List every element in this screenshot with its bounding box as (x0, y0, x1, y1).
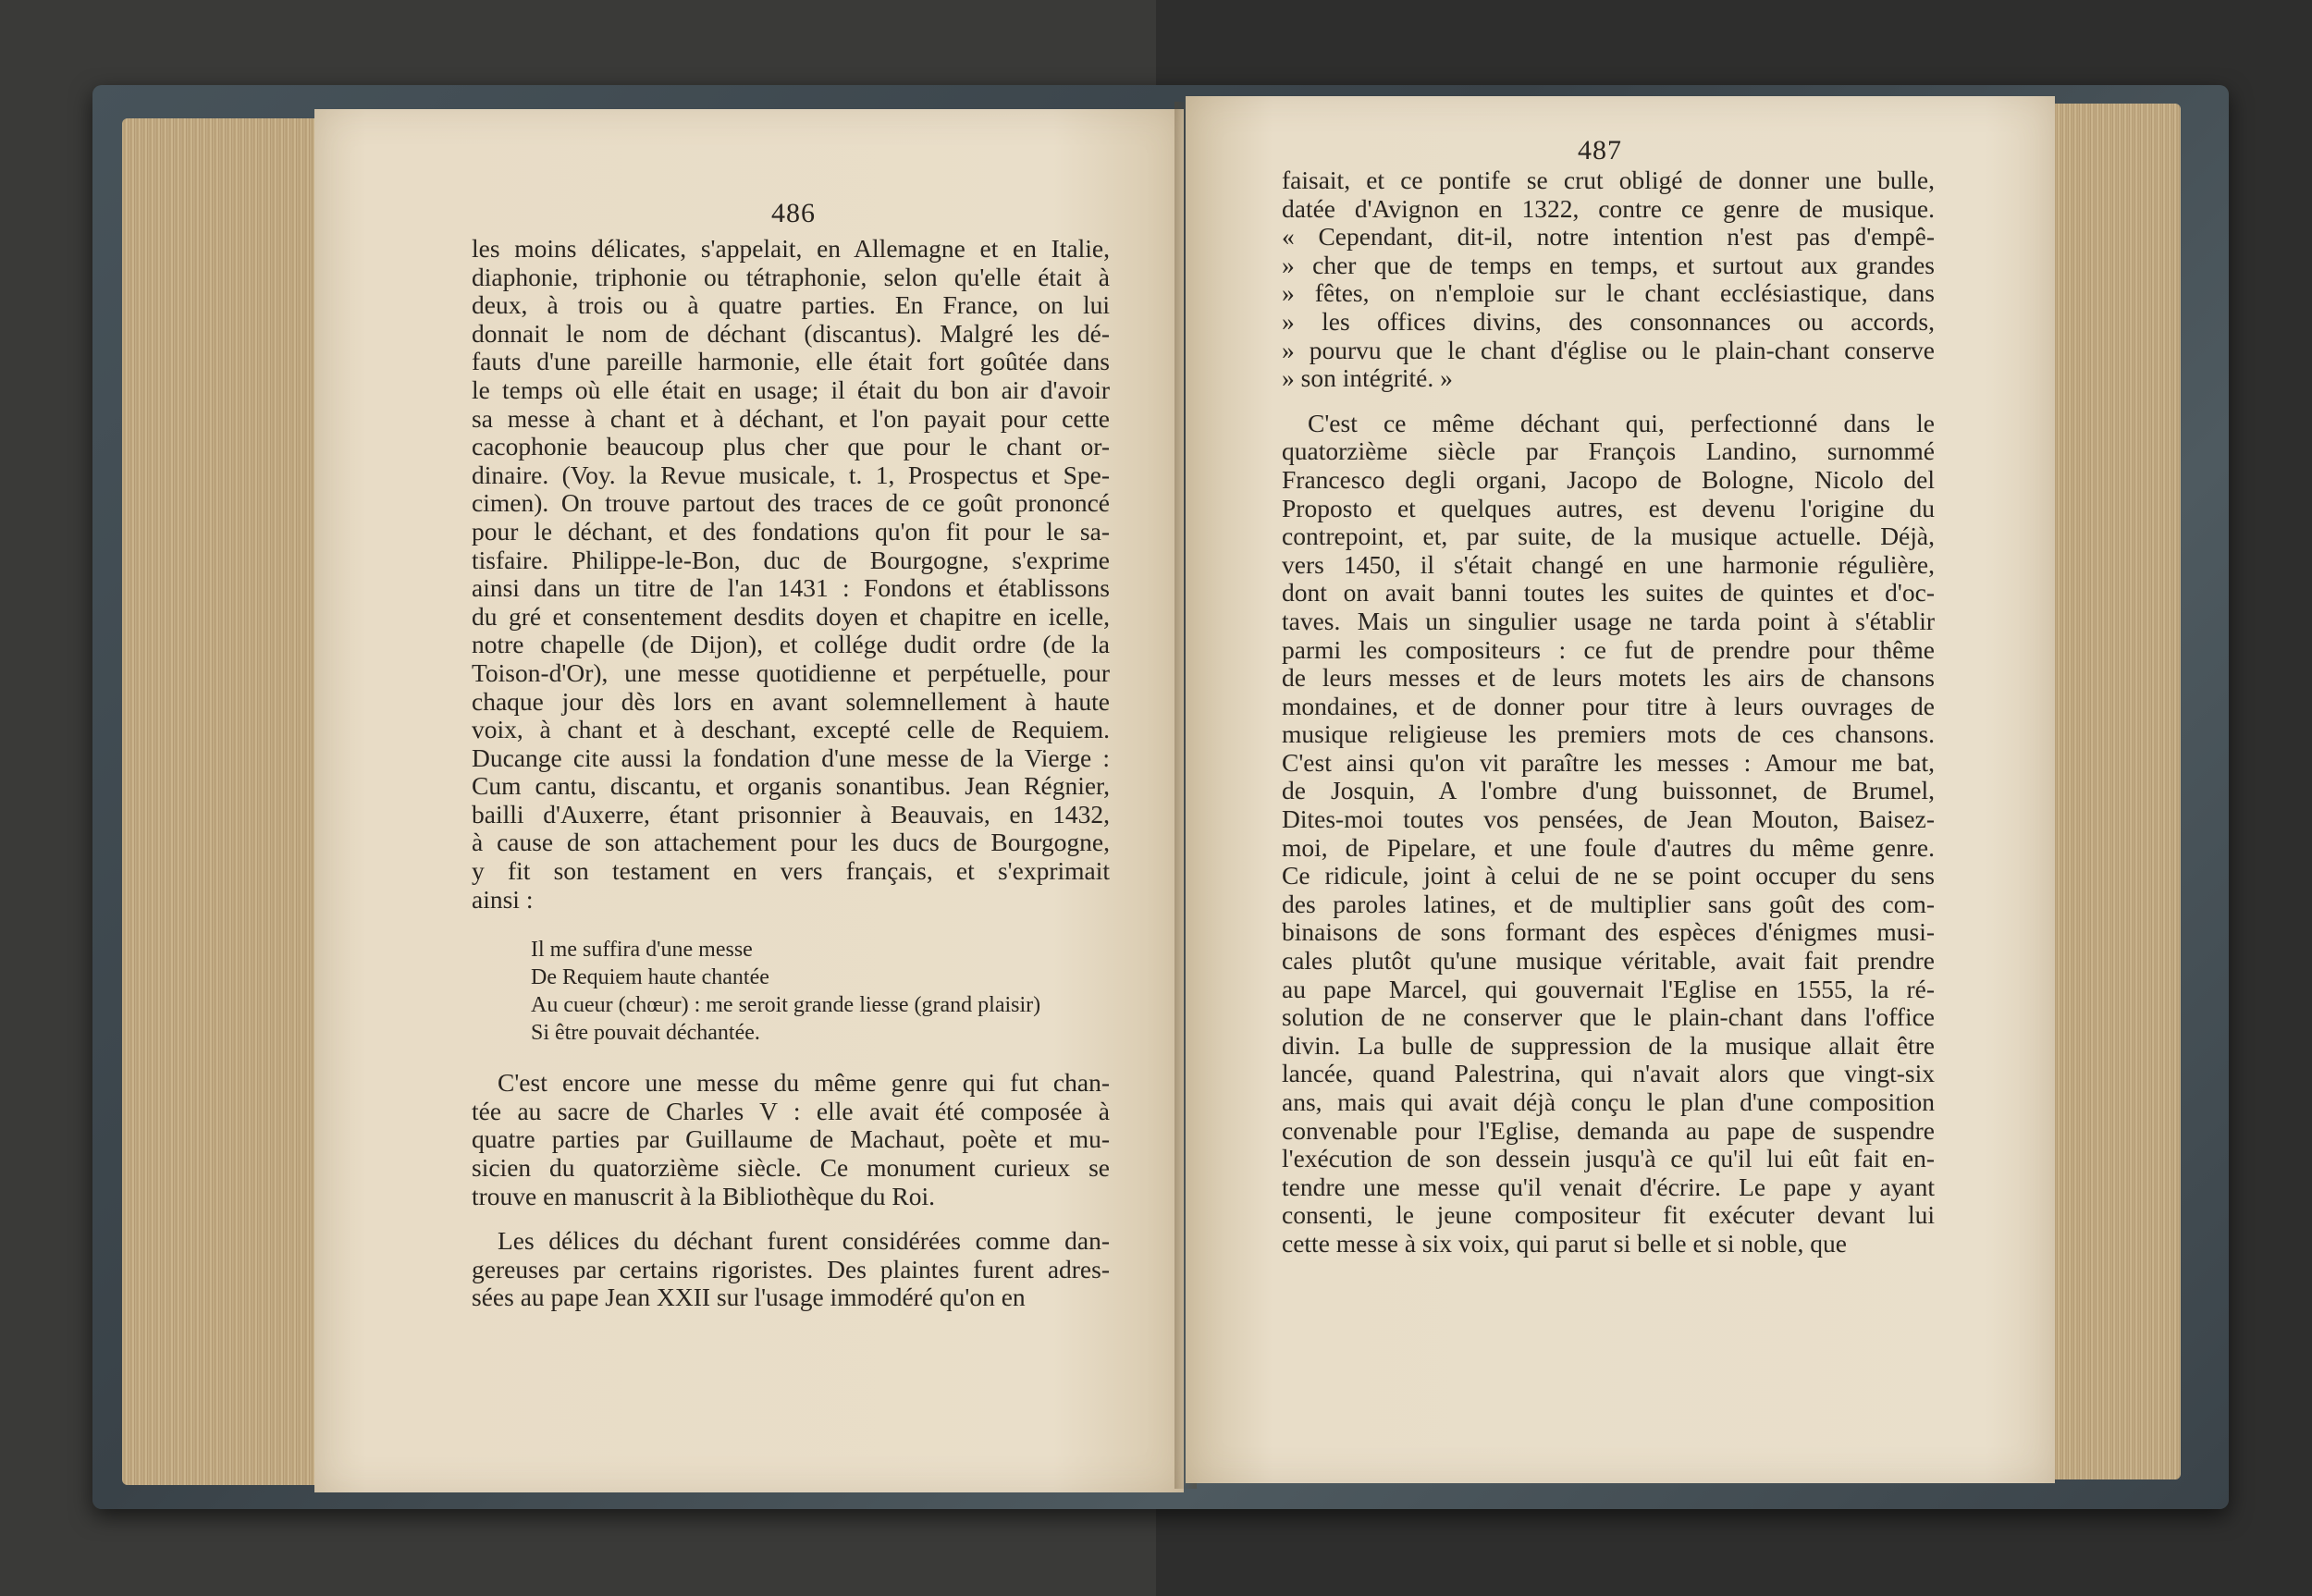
paragraph (472, 1227, 1110, 1312)
text-line: » cher que de temps en temps, et surtout aux grandes (1282, 250, 1935, 279)
text-line: le temps où elle était en usage; il était du bon air d'avoir (472, 374, 1110, 404)
text-line: voix, à chant et à deschant, excepté celle de Requiem. (472, 715, 1110, 744)
text-line: cacophonie beaucoup plus cher que pour le chant or- (472, 432, 1110, 461)
text-line: vers 1450, il s'était changé en une harmonie régulière, (1282, 549, 1935, 579)
text-line: tisfaire. Philippe-le-Bon, duc de Bourgogne, s'exprime (472, 545, 1110, 574)
text-line: notre chapelle (de Dijon), et collége dudit ordre (de la (472, 630, 1110, 659)
text-line: de Josquin, A l'ombre d'ung buissonnet, de Brumel, (1282, 776, 1935, 805)
text-line: » fêtes, on n'emploie sur le chant ecclésiastique, dans (1282, 278, 1935, 308)
page-number: 486 (771, 198, 816, 228)
text-line: trouve en manuscrit à la Bibliothèque du Roi. (472, 1181, 936, 1210)
paragraph (472, 235, 1110, 914)
text-line: binaisons de sons formant des espèces d'énigmes musi- (1282, 917, 1935, 947)
text-line: solution de ne conserver que le plain-chant dans l'office (1282, 1002, 1935, 1032)
text-line: Cum cantu, discantu, et organis sonantibus. Jean Régnier, (472, 771, 1110, 801)
text-line: ainsi dans un titre de l'an 1431 : Fondons et établissons (472, 573, 1110, 603)
text-line: sées au pape Jean XXII sur l'usage immodéré qu'on en (472, 1283, 1026, 1312)
text-line: C'est ainsi qu'on vit paraître les messes : Amour me bat, (1282, 747, 1935, 777)
text-line: Ce ridicule, joint à celui de ne se point occuper du sens (1282, 861, 1935, 890)
text-line: y fit son testament en vers français, et s'exprimait (472, 856, 1110, 886)
verse-line: Il me suffira d'une messe (531, 938, 753, 963)
text-line: l'exécution de son dessein jusqu'à ce qu'il lui eût fait en- (1282, 1144, 1935, 1173)
text-line: datée d'Avignon en 1322, contre ce genre de musique. (1282, 193, 1935, 223)
text-line: fauts d'une pareille harmonie, elle était fort goûtée dans (472, 347, 1110, 376)
text-line: cette messe à six voix, qui parut si belle et si noble, que (1282, 1228, 1847, 1258)
text-line: de leurs messes et de leurs motets les airs de chansons (1282, 663, 1935, 693)
left-page (314, 109, 1184, 1492)
text-line: pour le déchant, et des fondations qu'on fit pour le sa- (472, 516, 1110, 546)
text-line: moi, de Pipelare, et une foule d'autres du même genre. (1282, 832, 1935, 862)
text-line: » pourvu que le chant d'église ou le plain-chant conserve (1282, 335, 1935, 364)
text-line: sa messe à chant et à déchant, et l'on payait pour cette (472, 403, 1110, 433)
text-line: du gré et consentement desdits doyen et chapitre en icelle, (472, 601, 1110, 631)
text-line: gereuses par certains rigoristes. Des plaintes furent adres- (472, 1254, 1110, 1283)
page-edges-left (122, 118, 326, 1485)
text-line: « Cependant, dit-il, notre intention n'est pas d'empê- (1282, 222, 1935, 252)
verse-quote (531, 936, 1110, 1047)
text-line: divin. La bulle de suppression de la musique allait être (1282, 1030, 1935, 1060)
text-line: convenable pour l'Eglise, demanda au pape de suspendre (1282, 1115, 1935, 1145)
text-line: ans, mais qui avait déjà conçu le plan d'une composition (1282, 1087, 1935, 1116)
page-edges-right (2051, 104, 2181, 1479)
text-line: mondaines, et de donner pour titre à leurs ouvrages de (1282, 691, 1935, 720)
text-line: cales plutôt qu'une musique véritable, avait fait prendre (1282, 946, 1935, 976)
text-line: » les offices divins, des consonnances ou accords, (1282, 306, 1935, 336)
text-line: parmi les compositeurs : ce fut de prendre pour thême (1282, 634, 1935, 664)
text-line: chaque jour dès lors en avant solemnellement à haute (472, 686, 1110, 716)
text-line: Proposto et quelques autres, est devenu l'origine du (1282, 493, 1935, 522)
text-line: des paroles latines, et de multiplier sans goût des com- (1282, 889, 1935, 918)
text-block (472, 235, 1110, 1312)
text-line: ainsi : (472, 884, 534, 914)
paragraph-gap (1282, 393, 1935, 410)
verse-line: De Requiem haute chantée (531, 965, 769, 990)
text-line: Ducange cite aussi la fondation d'une messe de la Vierge : (472, 743, 1110, 772)
text-line: quatorzième siècle par François Landino, surnommé (1282, 436, 1935, 466)
right-page (1186, 96, 2055, 1483)
text-line: au pape Marcel, qui gouvernait l'Eglise en 1555, la ré- (1282, 974, 1935, 1003)
text-line: quatre parties par Guillaume de Machaut, poète et mu- (472, 1124, 1110, 1154)
text-line: deux, à trois ou à quatre parties. En France, on lui (472, 290, 1110, 320)
text-line: à cause de son attachement pour les ducs de Bourgogne, (472, 828, 1110, 857)
paragraph-gap (472, 1210, 1110, 1227)
text-line: tendre une messe qu'il venait d'écrire. Le pape y ayant (1282, 1172, 1935, 1201)
text-line: taves. Mais un singulier usage ne tarda point à s'établir (1282, 606, 1935, 635)
paragraph (1282, 410, 1935, 1258)
text-line: » son intégrité. » (1282, 363, 1453, 393)
text-line: donnait le nom de déchant (discantus). Malgré les dé- (472, 318, 1110, 348)
text-line: C'est ce même déchant qui, perfectionné dans le (1308, 408, 1935, 437)
text-line: Francesco degli organi, Jacopo de Bologne, Nicolo del (1282, 464, 1935, 494)
text-block (1282, 166, 1935, 1258)
text-line: sicien du quatorzième siècle. Ce monument curieux se (472, 1153, 1110, 1183)
paragraph (472, 1069, 1110, 1210)
text-line: contrepoint, et, par suite, de la musique actuelle. Déjà, (1282, 522, 1935, 551)
text-line: cimen). On trouve partout des traces de ce goût prononcé (472, 488, 1110, 518)
text-line: C'est encore une messe du même genre qui fut chan- (498, 1068, 1110, 1098)
verse-line: Si être pouvait déchantée. (531, 1021, 760, 1046)
text-line: les moins délicates, s'appelait, en Allemagne et en Italie, (472, 234, 1110, 263)
page-number: 487 (1578, 135, 1622, 166)
text-line: Dites-moi toutes vos pensées, de Jean Mouton, Baisez- (1282, 804, 1935, 834)
text-line: Toison-d'Or), une messe quotidienne et perpétuelle, pour (472, 657, 1110, 687)
text-line: lancée, quand Palestrina, qui n'avait alors que vingt-six (1282, 1059, 1935, 1088)
paragraph (1282, 166, 1935, 393)
text-line: bailli d'Auxerre, étant prisonnier à Beauvais, en 1432, (472, 799, 1110, 829)
text-line: diaphonie, triphonie ou tétraphonie, selon qu'elle était à (472, 262, 1110, 291)
text-line: dinaire. (Voy. la Revue musicale, t. 1, Prospectus et Spe- (472, 460, 1110, 489)
verse-line: Au cueur (chœur) : me seroit grande liesse (grand plaisir) (531, 993, 1041, 1018)
text-line: dont on avait banni toutes les suites de quintes et d'oc- (1282, 578, 1935, 608)
text-line: musique religieuse les premiers mots de ces chansons. (1282, 719, 1935, 749)
text-line: faisait, et ce pontife se crut obligé de donner une bulle, (1282, 166, 1935, 194)
text-line: Les délices du déchant furent considérées comme dan- (498, 1226, 1110, 1256)
text-line: tée au sacre de Charles V : elle avait été composée à (472, 1096, 1110, 1125)
text-line: consenti, le jeune compositeur fit exécuter devant lui (1282, 1200, 1935, 1230)
